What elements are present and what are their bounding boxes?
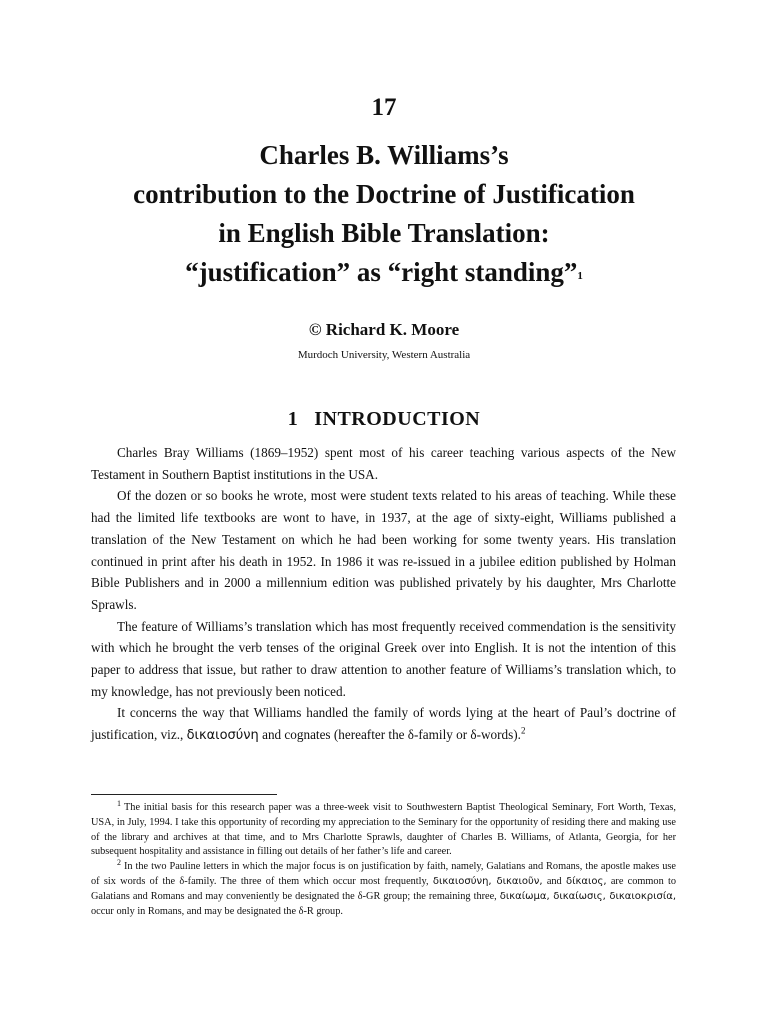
- chapter-number: 17: [371, 94, 397, 121]
- section-heading: [0, 408, 768, 431]
- greek-term: δίκαιος,: [565, 875, 607, 887]
- footnote-mark: 1: [117, 798, 121, 808]
- chapter-title: [0, 136, 768, 298]
- section-title: INTRODUCTION: [314, 408, 481, 430]
- title-line-4: [0, 253, 768, 298]
- title-line-1: Charles B. Williams’s: [259, 140, 509, 170]
- footnote-separator: [91, 794, 277, 795]
- paragraph: [91, 702, 676, 746]
- author-name: © Richard K. Moore: [308, 320, 460, 339]
- author-affiliation: Murdoch University, Western Australia: [297, 349, 471, 361]
- title-line-2: contribution to the Doctrine of Justification: [133, 179, 635, 209]
- footnote-text: are common to Galatians and Romans and may conveniently be designated the δ-GR group; the remaining three,: [91, 875, 677, 902]
- footnotes: [91, 798, 677, 919]
- title-footnote-mark: 1: [577, 270, 583, 282]
- title-line-3: in English Bible Translation:: [218, 218, 550, 248]
- footnote-text: occur only in Romans, and may be designated the δ-R group.: [91, 905, 343, 917]
- footnote: [91, 798, 676, 860]
- paragraph: Of the dozen or so books he wrote, most were student texts related to his areas of teaching. While these had the limited life textbooks are wont to have, in 1937, at the age of sixty-eight, Williams published a translation of the New Testament on which he had been working for some twenty years. His translation continued in print after his death in 1952. In 1986 it was re-issued in a jubilee edition published by Holman Bible Publishers and in 2000 a millennium edition was published privately by his daughter, Mrs Charlotte Sprawls.: [91, 488, 676, 612]
- paragraph-text: and cognates (hereafter the δ-family or δ-words).: [258, 727, 521, 743]
- section-number: 1: [287, 408, 299, 430]
- paragraph-text: It concerns the way that Williams handled the family of words lying at the heart of Paul’s doctrine of justification, viz.,: [91, 705, 676, 743]
- greek-term: δικαιοσύνη, δικαιοῦν,: [432, 875, 543, 887]
- paragraph: Charles Bray Williams (1869–1952) spent most of his career teaching various aspects of the New Testament in Southern Baptist institutions in the USA.: [91, 445, 676, 482]
- paragraph: The feature of Williams’s translation which has most frequently received commendation is the sensitivity with which he brought the verb tenses of the original Greek over into English. It is not the intention of this paper to address that issue, but rather to draw attention to another feature of Williams’s translation which, to my knowledge, has not previously been noticed.: [91, 618, 676, 699]
- footnote-text: In the two Pauline letters in which the major focus is on justification by faith, namely, Galatians and Romans, the apostle makes use of six words of the δ-family. The three of them which occur most frequently,: [91, 861, 676, 887]
- greek-term: δικαιοσύνη: [186, 728, 259, 744]
- footnote-reference: 2: [520, 725, 526, 736]
- title-line-4-text: “justification” as “right standing”: [185, 257, 578, 287]
- footnote-text: The initial basis for this research paper was a three-week visit to Southwestern Baptist Theological Seminary, Fort Worth, Texas, USA, in July, 1994. I take this opportunity of recording my appreciation to the Seminary for the opportunity of residing there and making use of the library and archives at that time, and to Mrs Charlotte Sprawls, daughter of Charles B. Williams, of Atlanta, Georgia, for her subsequent hospitality and assistance in filling out details of her father’s life and career.: [91, 802, 676, 858]
- footnote: [91, 857, 677, 919]
- footnote-mark: 2: [117, 857, 121, 867]
- body-text: [91, 442, 676, 747]
- footnote-text: and: [542, 875, 566, 887]
- greek-term: δικαίωμα, δικαίωσις, δικαιοκρισία,: [499, 890, 677, 902]
